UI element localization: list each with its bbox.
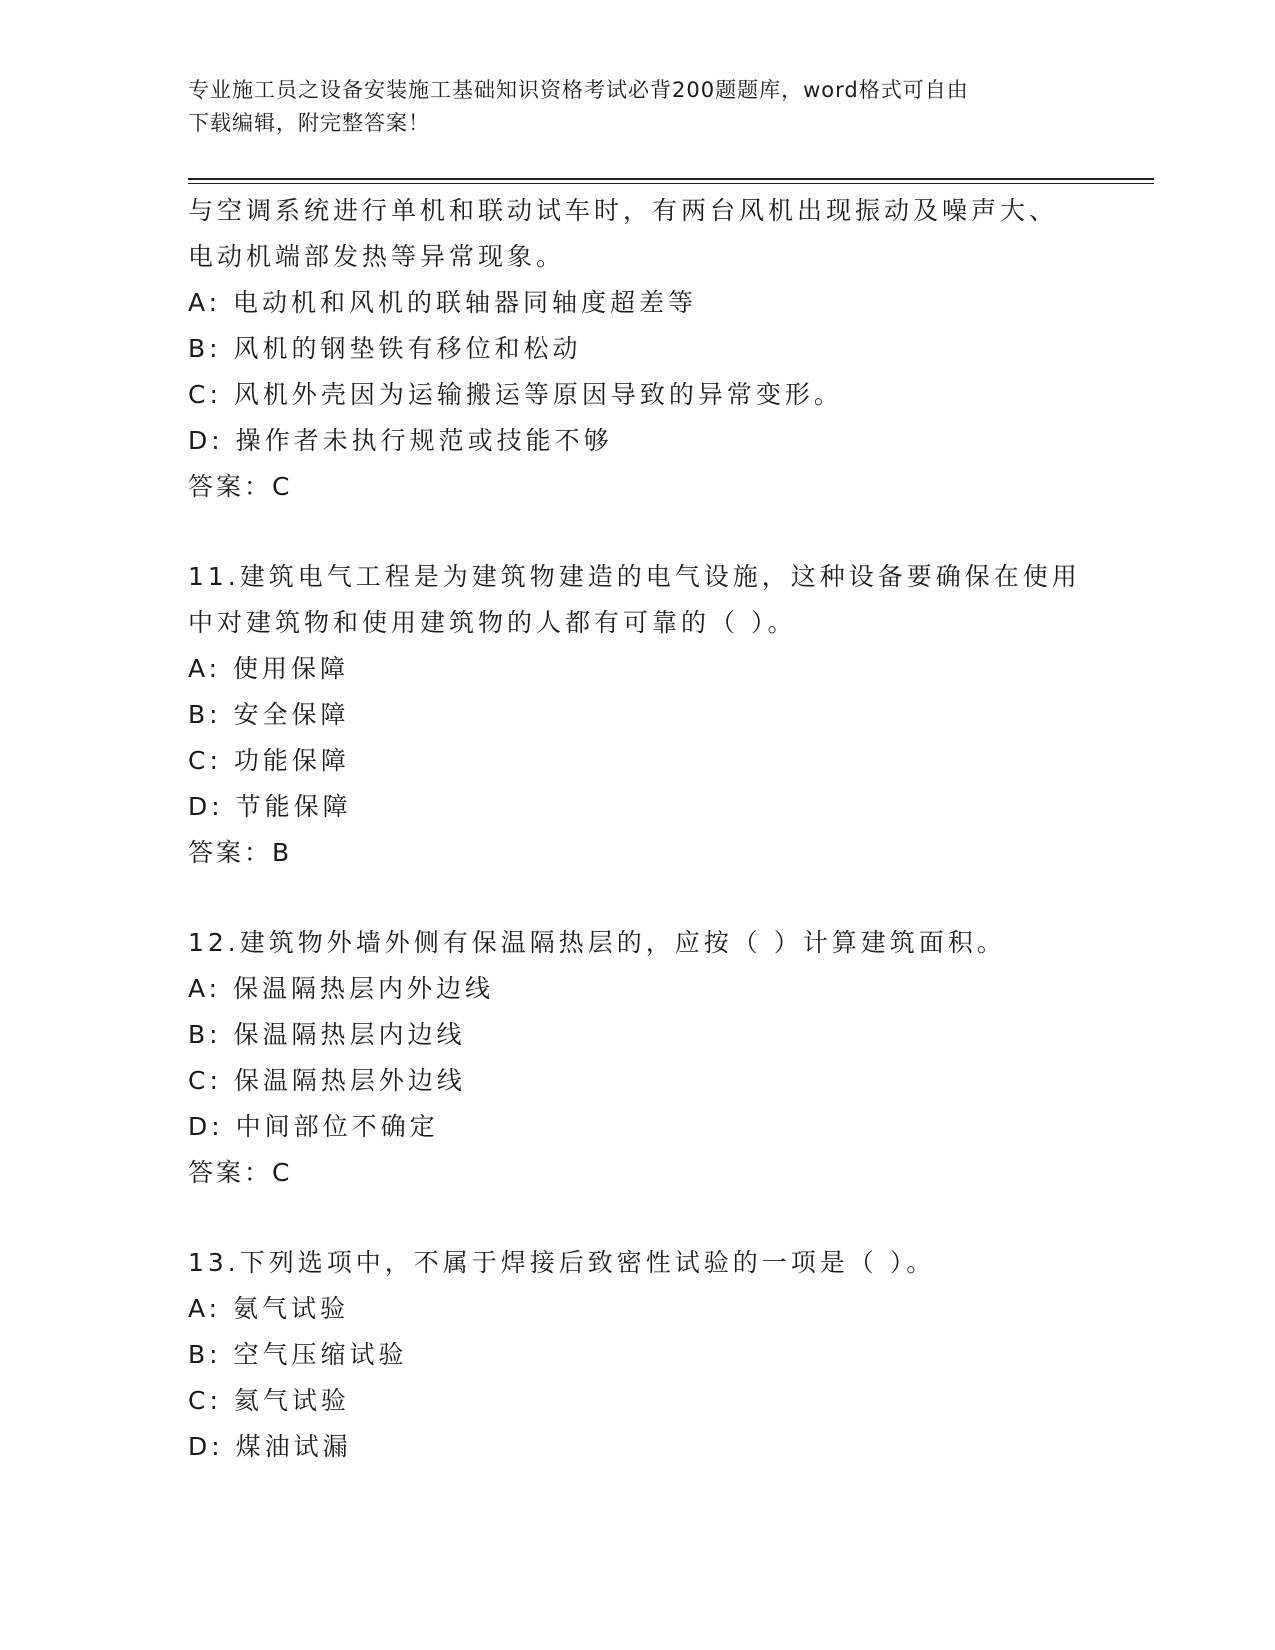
question-item xyxy=(188,1240,1088,1470)
header-divider-thin xyxy=(188,183,1154,184)
answer-line: 答案：C xyxy=(188,472,293,501)
stem-line: 电动机端部发热等异常现象。 xyxy=(188,242,566,271)
answer-line: 答案：C xyxy=(188,1158,293,1187)
stem-line: 13.下列选项中，不属于焊接后致密性试验的一项是（ ）。 xyxy=(188,1248,936,1277)
option-a: A: 保温隔热层内外边线 xyxy=(188,974,495,1003)
option-a: A: 使用保障 xyxy=(188,654,350,683)
stem-line: 中对建筑物和使用建筑物的人都有可靠的（ ）。 xyxy=(188,608,797,637)
question-item xyxy=(188,920,1088,1196)
question-item xyxy=(188,188,1088,510)
header-line-2: 下载编辑，附完整答案！ xyxy=(188,111,430,135)
option-d: D: 中间部位不确定 xyxy=(188,1112,439,1141)
question-list xyxy=(188,188,1088,1470)
stem-line: 与空调系统进行单机和联动试车时，有两台风机出现振动及噪声大、 xyxy=(188,196,1059,225)
option-d: D: 节能保障 xyxy=(188,792,352,821)
option-c: C: 保温隔热层外边线 xyxy=(188,1066,466,1095)
question-stem xyxy=(188,554,1088,646)
option-b: B: 空气压缩试验 xyxy=(188,1340,408,1369)
option-d: D: 煤油试漏 xyxy=(188,1432,352,1461)
question-stem xyxy=(188,188,1088,280)
option-c: C: 功能保障 xyxy=(188,746,350,775)
question-item xyxy=(188,554,1088,876)
option-d: D: 操作者未执行规范或技能不够 xyxy=(188,426,613,455)
option-a: A: 氨气试验 xyxy=(188,1294,350,1323)
stem-line: 12.建筑物外墙外侧有保温隔热层的，应按（ ）计算建筑面积。 xyxy=(188,928,1006,957)
option-c: C: 风机外壳因为运输搬运等原因导致的异常变形。 xyxy=(188,380,843,409)
option-b: B: 保温隔热层内边线 xyxy=(188,1020,466,1049)
option-b: B: 安全保障 xyxy=(188,700,350,729)
option-b: B: 风机的钢垫铁有移位和松动 xyxy=(188,334,582,363)
question-stem xyxy=(188,1240,1088,1286)
stem-line: 11.建筑电气工程是为建筑物建造的电气设施，这种设备要确保在使用 xyxy=(188,562,1081,591)
answer-line: 答案：B xyxy=(188,838,293,867)
option-a: A: 电动机和风机的联轴器同轴度超差等 xyxy=(188,288,698,317)
document-header xyxy=(188,74,1088,140)
question-stem xyxy=(188,920,1088,966)
header-divider-thick xyxy=(188,178,1154,180)
header-line-1: 专业施工员之设备安装施工基础知识资格考试必背200题题库，word格式可自由 xyxy=(188,78,969,102)
option-c: C: 氦气试验 xyxy=(188,1386,350,1415)
